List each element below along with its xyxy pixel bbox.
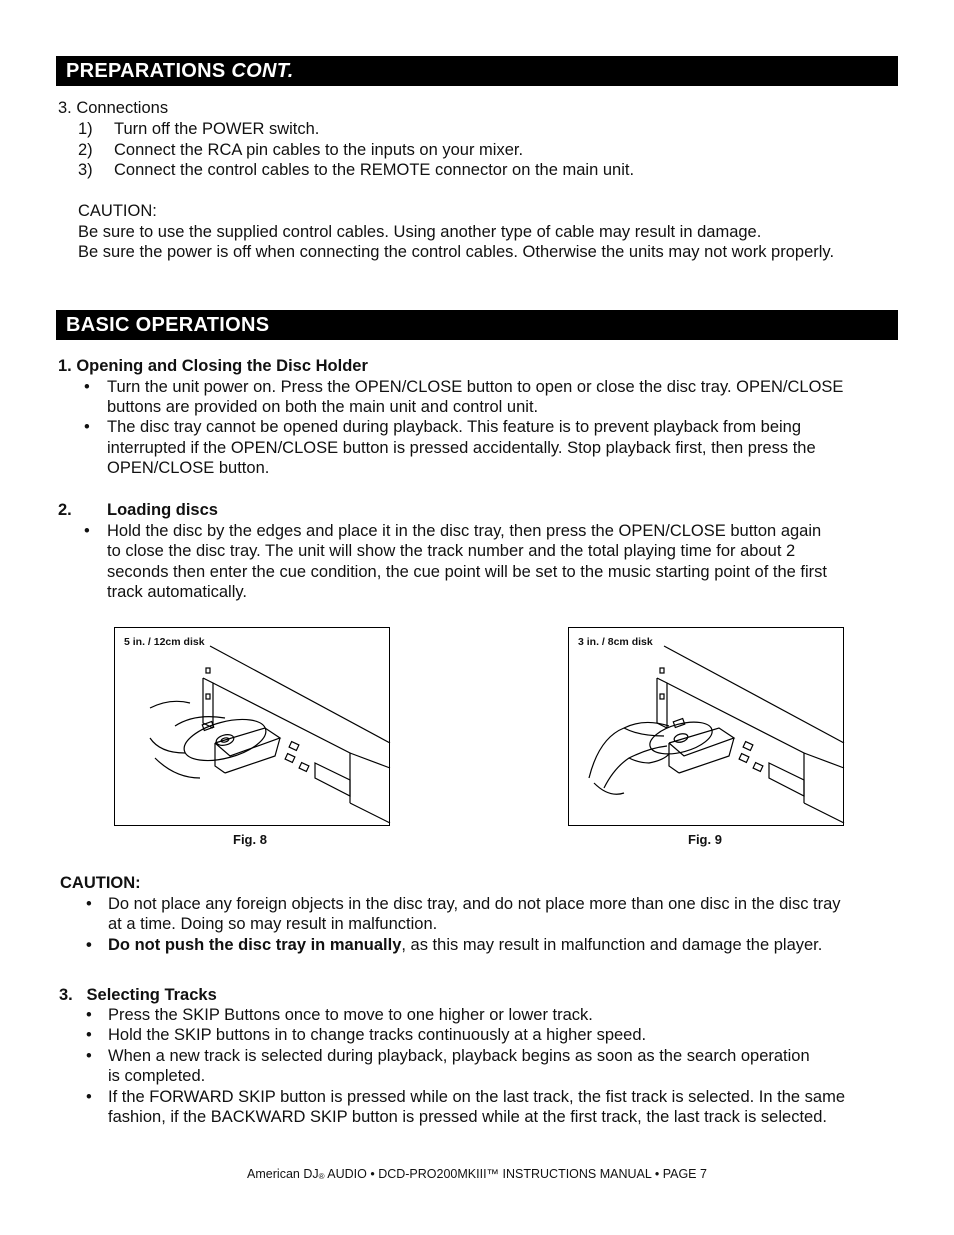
bullet: • [86, 936, 92, 954]
bullet-text: The disc tray cannot be opened during playback. This feature is to prevent playback from being [107, 418, 802, 436]
bullet-text: interrupted if the OPEN/CLOSE button is pressed accidentally. Stop playback first, then press the [107, 439, 816, 457]
bold-warning: Do not push the disc tray in manually [108, 936, 402, 954]
step-text: Turn off the POWER switch. [114, 120, 320, 138]
bullet-text: track automatically. [107, 583, 247, 601]
section-title: BASIC OPERATIONS [66, 314, 270, 336]
bullet: • [86, 1026, 92, 1044]
caution2-label: CAUTION: [60, 874, 141, 892]
footer-brand: American DJ [247, 1167, 319, 1181]
figure-9 [568, 627, 844, 826]
figure-caption: Fig. 9 [688, 832, 722, 847]
connections-heading: 3. Connections [58, 99, 169, 117]
loading-number: 2. [58, 501, 72, 519]
bullet: • [84, 378, 90, 396]
bullet-text: Hold the SKIP buttons in to change tracks continuously at a higher speed. [108, 1026, 647, 1044]
figure-caption: Fig. 8 [233, 832, 267, 847]
bullet-text: is completed. [108, 1067, 206, 1085]
bullet: • [86, 895, 92, 913]
footer-text: AUDIO • DCD-PRO200MKIII™ INSTRUCTIONS MANUAL • PAGE 7 [324, 1167, 707, 1181]
step-number: 3) [78, 161, 93, 179]
bullet: • [86, 1006, 92, 1024]
bullet-text: fashion, if the BACKWARD SKIP button is pressed while at the first track, the last track is selected. [108, 1108, 827, 1126]
step-text: Connect the control cables to the REMOTE connector on the main unit. [114, 161, 635, 179]
section-title-cont: CONT. [231, 60, 294, 82]
disc-loading-illustration-8cm [569, 628, 845, 827]
bullet-text: Press the SKIP Buttons once to move to one higher or lower track. [108, 1006, 593, 1024]
bullet-text: seconds then enter the cue condition, the cue point will be set to the music starting point of the first [107, 563, 827, 581]
bullet-text: If the FORWARD SKIP button is pressed while on the last track, the fist track is selected. In the same [108, 1088, 846, 1106]
figure-label: 5 in. / 12cm disk [124, 636, 205, 648]
bullet: • [84, 522, 90, 540]
bullet-text: buttons are provided on both the main unit and control unit. [107, 398, 539, 416]
bullet-text: OPEN/CLOSE button. [107, 459, 270, 477]
section-title: PREPARATIONS [66, 60, 226, 82]
figure-label: 3 in. / 8cm disk [578, 636, 653, 648]
selecting-heading: 3. Selecting Tracks [59, 986, 217, 1004]
step-text: Connect the RCA pin cables to the inputs on your mixer. [114, 141, 524, 159]
bullet-text-mixed [108, 935, 822, 955]
section-header-preparations [56, 56, 898, 86]
bullet-text: to close the disc tray. The unit will show the track number and the total playing time for about 2 [107, 542, 796, 560]
figure-8 [114, 627, 390, 826]
registered-mark: ® [318, 1172, 325, 1181]
bullet-text: When a new track is selected during playback, playback begins as soon as the search operation [108, 1047, 810, 1065]
opening-heading: 1. Opening and Closing the Disc Holder [58, 357, 368, 375]
caution-text: Be sure to use the supplied control cables. Using another type of cable may result in damage. [78, 223, 762, 241]
step-number: 1) [78, 120, 93, 138]
bullet-text: Do not place any foreign objects in the disc tray, and do not place more than one disc in the disc tray [108, 895, 841, 913]
disc-loading-illustration-12cm [115, 628, 391, 827]
bullet: • [86, 1047, 92, 1065]
caution-text: Be sure the power is off when connecting the control cables. Otherwise the units may not work properly. [78, 243, 835, 261]
page-footer [0, 1167, 954, 1181]
caution-label: CAUTION: [78, 202, 157, 220]
warning-rest: , as this may result in malfunction and damage the player. [401, 936, 823, 954]
bullet-text: at a time. Doing so may result in malfunction. [108, 915, 438, 933]
bullet-text: Hold the disc by the edges and place it in the disc tray, then press the OPEN/CLOSE button again [107, 522, 822, 540]
step-number: 2) [78, 141, 93, 159]
section-header-basic-operations [56, 310, 898, 340]
bullet-text: Turn the unit power on. Press the OPEN/CLOSE button to open or close the disc tray. OPEN/CLOSE [107, 378, 844, 396]
loading-heading: Loading discs [107, 501, 218, 519]
bullet: • [84, 418, 90, 436]
bullet: • [86, 1088, 92, 1106]
